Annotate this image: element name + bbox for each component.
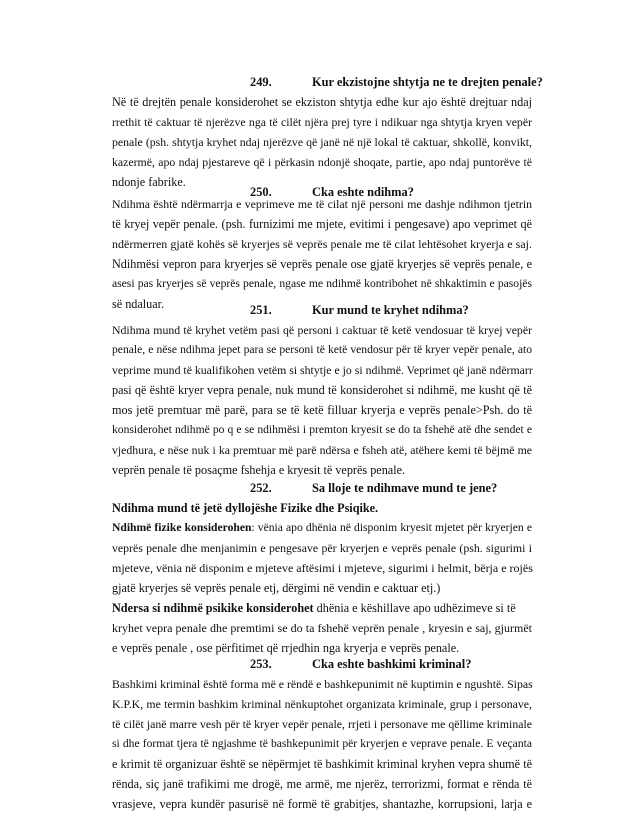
paragraph-line: rrethit të caktuar të njerëzve nga të cilët njëra prej tyre i ndikuar nga shtytja kryen vepër [112,115,532,129]
paragraph-line: vjedhura, e nëse nuk i ka premtuar më parë ndërsa e fsheh atë, atëhere kemi të bëjmë me [112,443,532,457]
paragraph-line: konsiderohet ndihmë po q e se ndihmësi i premton kryesit se do ta fshehë atë dhe sendet e [112,423,532,436]
lead-line: Ndihma mund të jetë dyllojëshe Fizike dhe Psiqike. [112,501,379,515]
paragraph-line: të cilët janë marre vesh për të kryer vepër penale, rrjeti i personave me qëllime kriminale [112,717,532,731]
paragraph-line: ndonje fabrike. [112,175,186,189]
fizike-label: Ndihmë fizike konsiderohen [112,521,252,534]
paragraph-line: të kryej vepër penale. (psh. furnizimi me mjete, evitimi i pengesave) apo veprimet që [112,217,532,231]
section-title: Cka eshte bashkimi kriminal? [312,657,472,671]
psikike-label: Ndersa si ndihmë psikike konsiderohet [112,601,314,615]
paragraph-line: penale, e nëse ndihma jepet para se personi të ketë vendosur për të kryer vepër penale, ato [112,343,532,356]
paragraph-line: Ndihmësi vepron para kryerjes së veprës penale ose gjatë kryerjes së veprës penale, e [112,257,532,271]
paragraph-line: veprime mund të kualifikohen vetëm si shtytje e jo si ndihmë. Veprimet që janë ndërmarr [112,363,533,377]
paragraph-line: kazermë, apo ndaj pjestareve që i përkasin ndonjë shoqate, partie, apo ndaj puntorëve të [112,155,532,169]
paragraph-line: Ndihma është ndërmarrja e veprimeve me të cilat një personi me dashje ndihmon tjetrin [112,197,532,211]
section-number: 250. [250,185,272,199]
paragraph-line: gjatë kryerjes së veprës penale etj, dërgimi në vendin e caktuar etj.) [112,581,441,595]
section-title: Sa lloje te ndihmave mund te jene? [312,481,498,495]
paragraph-line: rënda, siç janë trafikimi me drogë, me armë, me njerëz, terrorizmi, format e rënda të [112,777,532,791]
paragraph-line: Ndihma mund të kryhet vetëm pasi që personi i caktuar të ketë vendosuar të kryej vepër [112,323,532,337]
section-number: 252. [250,481,272,495]
section-title: Kur mund te kryhet ndihma? [312,303,469,317]
paragraph-line: së ndaluar. [112,297,165,311]
paragraph-line: veprës penale dhe menjanimin e pengesave për kryerjen e veprës penale (psh. sigurimi i [112,541,532,555]
paragraph-line: mjeteve, vënia në disponim e mjeteve aftësimi i mjeteve, sigurimi i helmit, bërja e rojës [112,561,533,575]
psikike-text: dhënia e këshillave apo udhëzimeve si të [313,601,516,615]
paragraph-line: veprën penale të posaçme fshehja e kryesit të veprës penale. [112,463,406,477]
paragraph-line: K.P.K, me termin bashkim kriminal nënkuptohet organizata kriminale, grup i personave, [112,697,532,711]
paragraph-line [112,520,532,536]
paragraph-line: kryhet vepra penale dhe premtimi se do ta fshehë veprën penale , kryesin e saj, gjurmët [112,621,532,635]
section-title: Kur ekzistojne shtytja ne te drejten penale? [312,75,543,89]
paragraph-line: vrasjeve, vepra kundër pasurisë në formë të grabitjes, shantazhe, korrupsioni, larja e [112,797,532,811]
paragraph-line [112,600,532,616]
section-number: 253. [250,657,272,671]
section-title: Cka eshte ndihma? [312,185,414,199]
section-number: 249. [250,75,272,89]
paragraph-line: e veprës penale , ose përfitimet që rrjedhin nga kryerja e veprës penale. [112,641,460,655]
paragraph-line: Bashkimi kriminal është forma më e rëndë e bashkepunimit në kuptimin e ngushtë. Sipas [112,677,533,691]
paragraph-line: pasi që është kryer vepra penale, nuk mund të konsiderohet si ndihmë, me kusht që të [112,383,532,397]
paragraph-line: asesi pas kryerjes së veprës penale, ngase me ndihmë kontribohet në shkaktimin e pasojës [112,277,532,290]
fizike-text: : vënia apo dhënia në disponim kryesit mjetet për kryerjen e [251,521,532,534]
paragraph-line: si dhe format tjera të ngjashme të bashkepunimit për kryerjen e veprave penale. E veçanta [112,737,532,750]
paragraph-line: ndërmerren gjatë kohës së kryerjes së veprës penale me të cilat lehtësohet kryerja e saj. [112,237,532,251]
paragraph-line: e krimit të organizuar është se nëpërmjet të bashkimit kriminal kryhen vepra shumë të [112,757,532,771]
section-number: 251. [250,303,272,317]
paragraph-line: Në të drejtën penale konsiderohet se ekziston shtytja edhe kur ajo është drejtuar ndaj [112,95,532,109]
paragraph-line: mos jetë premtuar më parë, para se të ketë filluar kryerja e veprës penale>Psh. do të [112,403,532,417]
paragraph-line: penale (psh. shtytja kryhet ndaj njerëzve që janë në një lokal të caktuar, shkollë, konvikt, [112,135,532,149]
